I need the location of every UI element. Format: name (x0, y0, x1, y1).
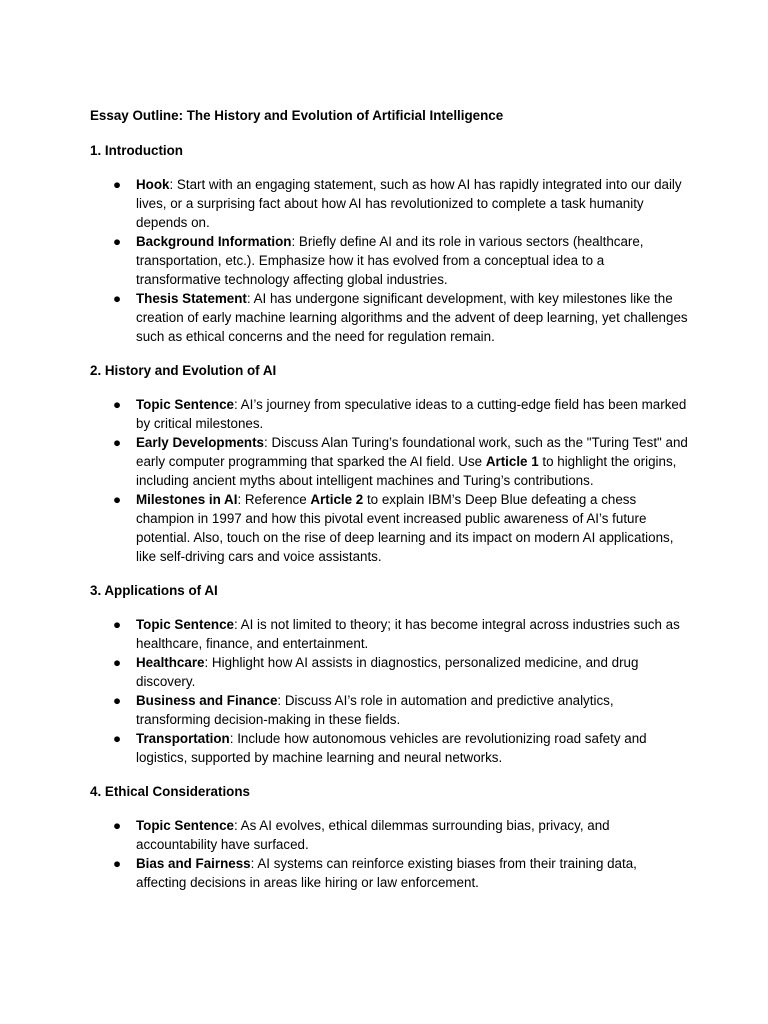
bullet-icon: ● (113, 177, 122, 192)
list-item (90, 615, 690, 653)
bold-term: Topic Sentence (136, 818, 234, 833)
bold-term: Milestones in AI (136, 492, 238, 507)
bold-term: Article 2 (310, 492, 364, 507)
item-text: : AI’s journey from speculative ideas to a cutting-edge field has been marked by critical milestones. (136, 397, 687, 431)
section-heading: 4. Ethical Considerations (90, 784, 250, 799)
bullet-icon: ● (113, 435, 122, 450)
bullet-icon: ● (113, 492, 122, 507)
item-text: : Discuss AI’s role in automation and predictive analytics, transforming decision-making in these fields. (136, 693, 614, 727)
item-text: : AI systems can reinforce existing biases from their training data, affecting decisions in areas like hiring or law enforcement. (136, 856, 637, 890)
item-text: : Briefly define AI and its role in various sectors (healthcare, transportation, etc.). Emphasize how it has evolved from a conceptual idea to a transformative technology affecting global industries. (136, 234, 644, 287)
list-item (90, 691, 690, 729)
section-heading: 3. Applications of AI (90, 583, 218, 598)
bold-term: Topic Sentence (136, 397, 234, 412)
bullet-list (90, 175, 690, 346)
item-text: : Start with an engaging statement, such as how AI has rapidly integrated into our daily lives, or a surprising fact about how AI has revolutionized to complete a task humanity depends on. (136, 177, 682, 230)
list-item (90, 653, 690, 691)
list-item (90, 289, 690, 346)
item-text: to highlight the origins, including ancient myths about intelligent machines and Turing’s contributions. (136, 454, 677, 488)
bullet-list (90, 395, 690, 566)
list-item (90, 433, 690, 490)
item-text: : As AI evolves, ethical dilemmas surrounding bias, privacy, and accountability have surfaced. (136, 818, 610, 852)
list-item (90, 395, 690, 433)
bold-term: Article 1 (485, 454, 539, 469)
list-item (90, 854, 690, 892)
section-heading: 1. Introduction (90, 143, 183, 158)
bold-term: Early Developments (136, 435, 265, 450)
outline-sections (90, 141, 690, 892)
bullet-icon: ● (113, 655, 122, 670)
bullet-icon: ● (113, 397, 122, 412)
bold-term: Transportation (136, 731, 230, 746)
list-item (90, 729, 690, 767)
bullet-icon: ● (113, 291, 122, 306)
bold-term: Topic Sentence (136, 617, 234, 632)
bullet-list (90, 816, 690, 892)
bullet-icon: ● (113, 234, 122, 249)
bold-term: Bias and Fairness (136, 856, 251, 871)
bold-term: Thesis Statement (136, 291, 247, 306)
bullet-icon: ● (113, 617, 122, 632)
bullet-icon: ● (113, 856, 122, 871)
bullet-icon: ● (113, 731, 122, 746)
essay-title: Essay Outline: The History and Evolution of Artificial Intelligence (90, 108, 504, 123)
item-text: : Discuss Alan Turing’s foundational work, such as the "Turing Test" and early computer programming that sparked the AI field. Use (136, 435, 688, 469)
item-text: to explain IBM’s Deep Blue defeating a chess champion in 1997 and how this pivotal event increased public awareness of AI’s future potential. Also, touch on the rise of deep learning and its impact on modern AI applications, like self-driving cars and voice assistants. (136, 492, 674, 564)
item-text: : AI is not limited to theory; it has become integral across industries such as healthcare, finance, and entertainment. (136, 617, 680, 651)
bold-term: Hook (136, 177, 170, 192)
bullet-icon: ● (113, 818, 122, 833)
item-text: : Reference (237, 492, 311, 507)
list-item (90, 175, 690, 232)
section-heading: 2. History and Evolution of AI (90, 363, 277, 378)
bold-term: Business and Finance (136, 693, 278, 708)
bold-term: Healthcare (136, 655, 205, 670)
item-text: : Include how autonomous vehicles are revolutionizing road safety and logistics, supported by machine learning and neural networks. (136, 731, 647, 765)
list-item (90, 232, 690, 289)
bold-term: Background Information (136, 234, 292, 249)
bullet-list (90, 615, 690, 767)
list-item (90, 490, 690, 566)
document-content (90, 106, 690, 907)
item-text: : Highlight how AI assists in diagnostics, personalized medicine, and drug discovery. (136, 655, 639, 689)
list-item (90, 816, 690, 854)
bullet-icon: ● (113, 693, 122, 708)
item-text: : AI has undergone significant development, with key milestones like the creation of early machine learning algorithms and the advent of deep learning, yet challenges such as ethical concerns and the need for regulation remain. (136, 291, 688, 344)
